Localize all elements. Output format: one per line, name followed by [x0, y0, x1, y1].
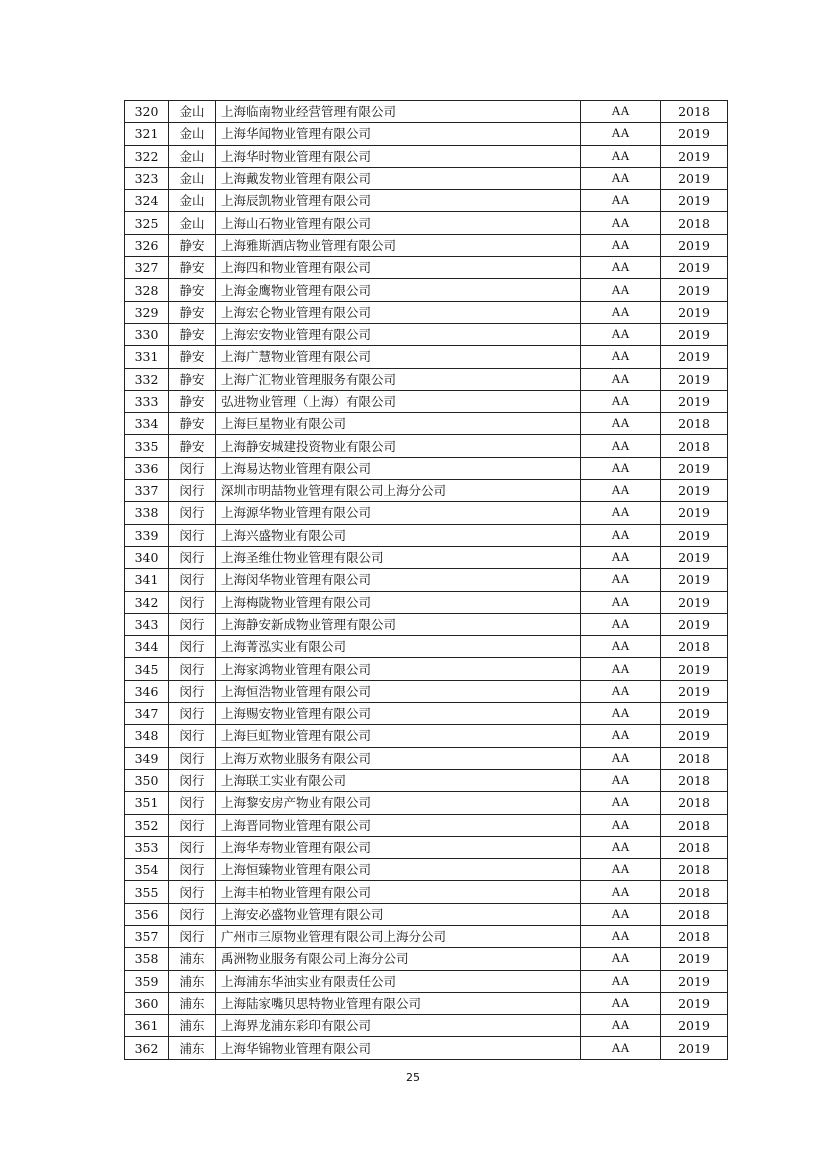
grade-cell: AA — [581, 569, 661, 591]
row-number-cell: 336 — [125, 457, 169, 479]
year-cell: 2019 — [661, 725, 728, 747]
company-name-cell: 上海静安城建投资物业有限公司 — [216, 435, 581, 457]
district-cell: 闵行 — [169, 658, 216, 680]
grade-cell: AA — [581, 212, 661, 234]
year-cell: 2018 — [661, 903, 728, 925]
year-cell: 2019 — [661, 1015, 728, 1037]
row-number-cell: 343 — [125, 613, 169, 635]
row-number-cell: 350 — [125, 769, 169, 791]
district-cell: 静安 — [169, 279, 216, 301]
year-cell: 2018 — [661, 747, 728, 769]
district-cell: 闵行 — [169, 814, 216, 836]
grade-cell: AA — [581, 591, 661, 613]
district-cell: 闵行 — [169, 836, 216, 858]
row-number-cell: 348 — [125, 725, 169, 747]
company-name-cell: 上海浦东华油实业有限责任公司 — [216, 970, 581, 992]
year-cell: 2019 — [661, 992, 728, 1014]
row-number-cell: 345 — [125, 658, 169, 680]
table-row — [125, 569, 728, 591]
year-cell: 2019 — [661, 257, 728, 279]
year-cell: 2019 — [661, 703, 728, 725]
company-name-cell: 上海陆家嘴贝思特物业管理有限公司 — [216, 992, 581, 1014]
table-row — [125, 636, 728, 658]
row-number-cell: 357 — [125, 925, 169, 947]
company-name-cell: 上海山石物业管理有限公司 — [216, 212, 581, 234]
district-cell: 闵行 — [169, 703, 216, 725]
year-cell: 2019 — [661, 301, 728, 323]
district-cell: 金山 — [169, 212, 216, 234]
year-cell: 2019 — [661, 591, 728, 613]
row-number-cell: 328 — [125, 279, 169, 301]
year-cell: 2018 — [661, 859, 728, 881]
district-cell: 浦东 — [169, 1037, 216, 1059]
grade-cell: AA — [581, 792, 661, 814]
table-row — [125, 881, 728, 903]
table-row — [125, 613, 728, 635]
grade-cell: AA — [581, 769, 661, 791]
year-cell: 2018 — [661, 413, 728, 435]
table-row — [125, 346, 728, 368]
table-row — [125, 390, 728, 412]
year-cell: 2019 — [661, 234, 728, 256]
table-row — [125, 859, 728, 881]
year-cell: 2019 — [661, 658, 728, 680]
row-number-cell: 355 — [125, 881, 169, 903]
table-row — [125, 457, 728, 479]
company-name-cell: 广州市三原物业管理有限公司上海分公司 — [216, 925, 581, 947]
row-number-cell: 353 — [125, 836, 169, 858]
grade-cell: AA — [581, 368, 661, 390]
district-cell: 浦东 — [169, 948, 216, 970]
grade-cell: AA — [581, 658, 661, 680]
row-number-cell: 323 — [125, 167, 169, 189]
company-name-cell: 上海菁泓实业有限公司 — [216, 636, 581, 658]
year-cell: 2019 — [661, 457, 728, 479]
table-row — [125, 190, 728, 212]
district-cell: 闵行 — [169, 524, 216, 546]
year-cell: 2018 — [661, 212, 728, 234]
row-number-cell: 341 — [125, 569, 169, 591]
table-row — [125, 903, 728, 925]
grade-cell: AA — [581, 747, 661, 769]
table-row — [125, 725, 728, 747]
company-name-cell: 上海万欢物业服务有限公司 — [216, 747, 581, 769]
year-cell: 2019 — [661, 279, 728, 301]
year-cell: 2019 — [661, 970, 728, 992]
table-row — [125, 145, 728, 167]
district-cell: 闵行 — [169, 792, 216, 814]
year-cell: 2018 — [661, 769, 728, 791]
year-cell: 2018 — [661, 836, 728, 858]
row-number-cell: 322 — [125, 145, 169, 167]
table-row — [125, 1015, 728, 1037]
table-row — [125, 301, 728, 323]
company-name-cell: 上海安必盛物业管理有限公司 — [216, 903, 581, 925]
company-name-cell: 上海界龙浦东彩印有限公司 — [216, 1015, 581, 1037]
company-name-cell: 上海静安新成物业管理有限公司 — [216, 613, 581, 635]
table-row — [125, 1037, 728, 1059]
table-row — [125, 970, 728, 992]
company-name-cell: 上海临南物业经营管理有限公司 — [216, 101, 581, 123]
district-cell: 浦东 — [169, 1015, 216, 1037]
district-cell: 静安 — [169, 390, 216, 412]
table-row — [125, 234, 728, 256]
grade-cell: AA — [581, 301, 661, 323]
company-name-cell: 上海梅陇物业管理有限公司 — [216, 591, 581, 613]
table-row — [125, 836, 728, 858]
district-cell: 闵行 — [169, 747, 216, 769]
company-name-cell: 上海金鹰物业管理有限公司 — [216, 279, 581, 301]
year-cell: 2018 — [661, 881, 728, 903]
district-cell: 金山 — [169, 123, 216, 145]
grade-cell: AA — [581, 257, 661, 279]
company-name-cell: 上海易达物业管理有限公司 — [216, 457, 581, 479]
table-row — [125, 279, 728, 301]
grade-cell: AA — [581, 145, 661, 167]
year-cell: 2018 — [661, 101, 728, 123]
company-name-cell: 上海闵华物业管理有限公司 — [216, 569, 581, 591]
table-row — [125, 814, 728, 836]
row-number-cell: 349 — [125, 747, 169, 769]
row-number-cell: 332 — [125, 368, 169, 390]
company-name-cell: 上海戴发物业管理有限公司 — [216, 167, 581, 189]
grade-cell: AA — [581, 413, 661, 435]
grade-cell: AA — [581, 948, 661, 970]
grade-cell: AA — [581, 881, 661, 903]
row-number-cell: 325 — [125, 212, 169, 234]
year-cell: 2019 — [661, 569, 728, 591]
table-row — [125, 769, 728, 791]
district-cell: 闵行 — [169, 725, 216, 747]
row-number-cell: 326 — [125, 234, 169, 256]
row-number-cell: 351 — [125, 792, 169, 814]
company-name-cell: 上海圣维仕物业管理有限公司 — [216, 546, 581, 568]
row-number-cell: 356 — [125, 903, 169, 925]
table-row — [125, 546, 728, 568]
table-row — [125, 123, 728, 145]
table-row — [125, 101, 728, 123]
year-cell: 2019 — [661, 323, 728, 345]
district-cell: 静安 — [169, 346, 216, 368]
grade-cell: AA — [581, 346, 661, 368]
district-cell: 金山 — [169, 101, 216, 123]
company-name-cell: 上海华时物业管理有限公司 — [216, 145, 581, 167]
district-cell: 闵行 — [169, 546, 216, 568]
district-cell: 闵行 — [169, 613, 216, 635]
table-row — [125, 502, 728, 524]
grade-cell: AA — [581, 390, 661, 412]
year-cell: 2019 — [661, 145, 728, 167]
grade-cell: AA — [581, 703, 661, 725]
grade-cell: AA — [581, 190, 661, 212]
grade-cell: AA — [581, 970, 661, 992]
grade-cell: AA — [581, 546, 661, 568]
district-cell: 浦东 — [169, 992, 216, 1014]
table-row — [125, 480, 728, 502]
row-number-cell: 352 — [125, 814, 169, 836]
page-number: 25 — [406, 1071, 420, 1084]
row-number-cell: 324 — [125, 190, 169, 212]
company-name-cell: 上海丰柏物业管理有限公司 — [216, 881, 581, 903]
company-name-cell: 弘进物业管理（上海）有限公司 — [216, 390, 581, 412]
company-name-cell: 上海华闻物业管理有限公司 — [216, 123, 581, 145]
grade-cell: AA — [581, 814, 661, 836]
row-number-cell: 333 — [125, 390, 169, 412]
district-cell: 闵行 — [169, 502, 216, 524]
row-number-cell: 362 — [125, 1037, 169, 1059]
district-cell: 金山 — [169, 167, 216, 189]
table-row — [125, 368, 728, 390]
table-row — [125, 167, 728, 189]
year-cell: 2019 — [661, 190, 728, 212]
row-number-cell: 347 — [125, 703, 169, 725]
grade-cell: AA — [581, 435, 661, 457]
district-cell: 闵行 — [169, 925, 216, 947]
district-cell: 静安 — [169, 301, 216, 323]
year-cell: 2019 — [661, 948, 728, 970]
district-cell: 闵行 — [169, 591, 216, 613]
district-cell: 闵行 — [169, 636, 216, 658]
company-name-cell: 上海恒臻物业管理有限公司 — [216, 859, 581, 881]
grade-cell: AA — [581, 992, 661, 1014]
grade-cell: AA — [581, 636, 661, 658]
grade-cell: AA — [581, 925, 661, 947]
district-cell: 静安 — [169, 323, 216, 345]
district-cell: 静安 — [169, 368, 216, 390]
district-cell: 金山 — [169, 145, 216, 167]
district-cell: 浦东 — [169, 970, 216, 992]
company-name-cell: 上海辰凯物业管理有限公司 — [216, 190, 581, 212]
company-name-cell: 上海联工实业有限公司 — [216, 769, 581, 791]
row-number-cell: 334 — [125, 413, 169, 435]
row-number-cell: 337 — [125, 480, 169, 502]
table-row — [125, 948, 728, 970]
district-cell: 闵行 — [169, 457, 216, 479]
table-row — [125, 435, 728, 457]
company-name-cell: 上海巨星物业有限公司 — [216, 413, 581, 435]
district-cell: 静安 — [169, 413, 216, 435]
year-cell: 2019 — [661, 480, 728, 502]
grade-cell: AA — [581, 524, 661, 546]
grade-cell: AA — [581, 167, 661, 189]
table-row — [125, 591, 728, 613]
year-cell: 2019 — [661, 346, 728, 368]
grade-cell: AA — [581, 1015, 661, 1037]
year-cell: 2019 — [661, 546, 728, 568]
table-row — [125, 747, 728, 769]
table-row — [125, 992, 728, 1014]
company-name-cell: 上海家鸿物业管理有限公司 — [216, 658, 581, 680]
grade-cell: AA — [581, 323, 661, 345]
district-cell: 闵行 — [169, 680, 216, 702]
grade-cell: AA — [581, 279, 661, 301]
year-cell: 2019 — [661, 123, 728, 145]
company-name-cell: 上海雅斯酒店物业管理有限公司 — [216, 234, 581, 256]
company-name-cell: 上海晋同物业管理有限公司 — [216, 814, 581, 836]
company-name-cell: 上海源华物业管理有限公司 — [216, 502, 581, 524]
year-cell: 2018 — [661, 435, 728, 457]
company-name-cell: 上海黎安房产物业有限公司 — [216, 792, 581, 814]
row-number-cell: 344 — [125, 636, 169, 658]
table-row — [125, 323, 728, 345]
table-row — [125, 658, 728, 680]
row-number-cell: 321 — [125, 123, 169, 145]
company-name-cell: 上海广慧物业管理有限公司 — [216, 346, 581, 368]
company-name-cell: 上海兴盛物业有限公司 — [216, 524, 581, 546]
row-number-cell: 340 — [125, 546, 169, 568]
year-cell: 2019 — [661, 524, 728, 546]
year-cell: 2018 — [661, 814, 728, 836]
district-cell: 金山 — [169, 190, 216, 212]
year-cell: 2019 — [661, 680, 728, 702]
row-number-cell: 361 — [125, 1015, 169, 1037]
company-list-table — [124, 100, 728, 1060]
company-name-cell: 上海恒浩物业管理有限公司 — [216, 680, 581, 702]
grade-cell: AA — [581, 502, 661, 524]
row-number-cell: 338 — [125, 502, 169, 524]
table-row — [125, 703, 728, 725]
row-number-cell: 346 — [125, 680, 169, 702]
grade-cell: AA — [581, 101, 661, 123]
table-row — [125, 257, 728, 279]
row-number-cell: 359 — [125, 970, 169, 992]
company-name-cell: 上海广汇物业管理服务有限公司 — [216, 368, 581, 390]
table-row — [125, 524, 728, 546]
year-cell: 2019 — [661, 613, 728, 635]
grade-cell: AA — [581, 680, 661, 702]
table-row — [125, 792, 728, 814]
grade-cell: AA — [581, 613, 661, 635]
year-cell: 2018 — [661, 636, 728, 658]
company-name-cell: 上海宏安物业管理有限公司 — [216, 323, 581, 345]
district-cell: 静安 — [169, 257, 216, 279]
row-number-cell: 354 — [125, 859, 169, 881]
row-number-cell: 360 — [125, 992, 169, 1014]
company-name-cell: 上海宏仑物业管理有限公司 — [216, 301, 581, 323]
row-number-cell: 358 — [125, 948, 169, 970]
district-cell: 静安 — [169, 234, 216, 256]
grade-cell: AA — [581, 457, 661, 479]
district-cell: 闵行 — [169, 769, 216, 791]
grade-cell: AA — [581, 480, 661, 502]
row-number-cell: 331 — [125, 346, 169, 368]
grade-cell: AA — [581, 859, 661, 881]
company-name-cell: 上海巨虹物业管理有限公司 — [216, 725, 581, 747]
district-cell: 闵行 — [169, 859, 216, 881]
row-number-cell: 342 — [125, 591, 169, 613]
grade-cell: AA — [581, 836, 661, 858]
company-name-cell: 深圳市明喆物业管理有限公司上海分公司 — [216, 480, 581, 502]
company-name-cell: 禹洲物业服务有限公司上海分公司 — [216, 948, 581, 970]
row-number-cell: 330 — [125, 323, 169, 345]
table-row — [125, 680, 728, 702]
year-cell: 2018 — [661, 925, 728, 947]
row-number-cell: 329 — [125, 301, 169, 323]
grade-cell: AA — [581, 123, 661, 145]
year-cell: 2019 — [661, 368, 728, 390]
district-cell: 闵行 — [169, 881, 216, 903]
district-cell: 闵行 — [169, 569, 216, 591]
district-cell: 静安 — [169, 435, 216, 457]
grade-cell: AA — [581, 903, 661, 925]
district-cell: 闵行 — [169, 480, 216, 502]
row-number-cell: 339 — [125, 524, 169, 546]
company-name-cell: 上海四和物业管理有限公司 — [216, 257, 581, 279]
table-body — [125, 101, 728, 1060]
table-row — [125, 925, 728, 947]
year-cell: 2019 — [661, 167, 728, 189]
year-cell: 2019 — [661, 1037, 728, 1059]
year-cell: 2019 — [661, 502, 728, 524]
company-name-cell: 上海赐安物业管理有限公司 — [216, 703, 581, 725]
company-name-cell: 上海华寿物业管理有限公司 — [216, 836, 581, 858]
row-number-cell: 320 — [125, 101, 169, 123]
grade-cell: AA — [581, 1037, 661, 1059]
grade-cell: AA — [581, 234, 661, 256]
row-number-cell: 335 — [125, 435, 169, 457]
district-cell: 闵行 — [169, 903, 216, 925]
year-cell: 2018 — [661, 792, 728, 814]
grade-cell: AA — [581, 725, 661, 747]
company-name-cell: 上海华锦物业管理有限公司 — [216, 1037, 581, 1059]
table-row — [125, 413, 728, 435]
table-row — [125, 212, 728, 234]
year-cell: 2019 — [661, 390, 728, 412]
row-number-cell: 327 — [125, 257, 169, 279]
